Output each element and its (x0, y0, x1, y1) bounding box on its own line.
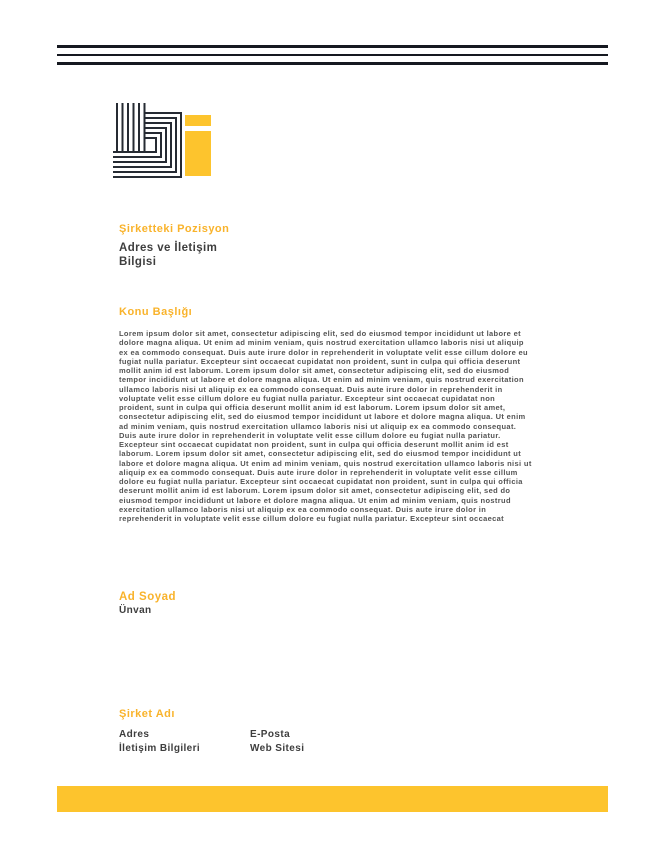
body-line: deserunt mollit anim id est laborum. Lorem ipsum dolor sit amet, consectetur adipiscing elit, sed do (119, 486, 511, 496)
body-line: proident, sunt in culpa qui officia deserunt mollit anim id est laborum. Lorem ipsum dolor sit amet, (119, 403, 506, 412)
bi-logo (110, 98, 216, 182)
body-line: ad minim veniam, quis nostrud exercitation ullamco laboris nisi ut aliquip ex ea commodo consequat. (119, 421, 517, 431)
body-line: Duis aute irure dolor in reprehenderit in voluptate velit esse cillum dolore eu fugiat nulla pariatur. (119, 430, 501, 440)
letter-body (119, 329, 532, 523)
footer-website-label: Web Sitesi (250, 742, 305, 754)
address-line-1: Adres ve İletişim (119, 242, 218, 254)
body-line: Lorem ipsum dolor sit amet, consectetur adipiscing elit, sed do eiusmod tempor incididunt ut labore et (119, 329, 522, 338)
footer-address-column (119, 728, 200, 755)
body-line: voluptate velit esse cillum dolore eu fugiat nulla pariatur. Excepteur sint occaecat cupidatat non (119, 393, 496, 403)
body-line: laborum. Lorem ipsum dolor sit amet, consectetur adipiscing elit, sed do eiusmod tempor incididunt ut (119, 449, 522, 459)
sender-name-label: Ad Soyad (119, 591, 177, 603)
position-label: Şirketteki Pozisyon (119, 223, 230, 235)
footer-address-label: Adres (119, 729, 150, 740)
top-rule-line-2 (57, 54, 608, 57)
body-line: eiusmod tempor incididunt ut labore et dolore magna aliqua. Ut enim ad minim veniam, quis nostrud (119, 495, 511, 505)
body-line: ex ea commodo consequat. Duis aute irure dolor in reprehenderit in voluptate velit esse cillum dolore eu (119, 347, 528, 357)
body-line: reprehenderit in voluptate velit esse cillum dolore eu fugiat nulla pariatur. Excepteur sint occaecat (119, 514, 505, 523)
body-line: tempor incididunt ut labore et dolore magna aliqua. Ut enim ad minim veniam, quis nostrud exercitation (119, 375, 524, 385)
logo-i-dot (185, 115, 211, 126)
footer-email-column (250, 728, 304, 755)
footer-email-label: E-Posta (250, 729, 291, 740)
body-line: dolore magna aliqua. Ut enim ad minim veniam, quis nostrud exercitation ullamco laboris nisi ut aliquip (119, 338, 524, 348)
body-line: mollit anim id est laborum. Lorem ipsum dolor sit amet, consectetur adipiscing elit, sed do eiusmod (119, 366, 510, 375)
body-line: ullamco laboris nisi ut aliquip ex ea commodo consequat. Duis aute irure dolor in reprehenderit in (119, 384, 503, 394)
logo-i-body (185, 131, 211, 176)
logo-b-maze-glyph (113, 103, 181, 177)
body-line: dolore eu fugiat nulla pariatur. Excepteur sint occaecat cupidatat non proident, sunt in culpa qui officia (119, 477, 523, 486)
top-rule-line-3 (57, 62, 608, 65)
sender-title-label: Ünvan (119, 605, 152, 616)
company-name-label: Şirket Adı (119, 708, 175, 720)
body-line: Excepteur sint occaecat cupidatat non proident, sunt in culpa qui officia deserunt mollit anim id est (119, 440, 509, 449)
body-line: consectetur adipiscing elit, sed do eiusmod tempor incididunt ut labore et dolore magna aliqua. Ut enim (119, 412, 526, 422)
body-line: fugiat nulla pariatur. Excepteur sint occaecat cupidatat non proident, sunt in culpa qui officia deserunt (119, 356, 521, 366)
subject-label: Konu Başlığı (119, 306, 193, 318)
top-rule-line-1 (57, 45, 608, 48)
body-line: labore et dolore magna aliqua. Ut enim ad minim veniam, quis nostrud exercitation ullamco laboris nisi ut (119, 458, 532, 468)
footer-accent-bar (57, 786, 608, 812)
footer-contact-label: İletişim Bilgileri (119, 742, 201, 754)
address-line-2: Bilgisi (119, 256, 157, 268)
logo-i-glyph (185, 115, 211, 176)
address-contact-block (119, 241, 217, 269)
body-line: aliquip ex ea commodo consequat. Duis aute irure dolor in reprehenderit in voluptate velit esse cillum (119, 467, 518, 477)
body-line: exercitation ullamco laboris nisi ut aliquip ex ea commodo consequat. Duis aute irure dolor in (119, 504, 487, 514)
